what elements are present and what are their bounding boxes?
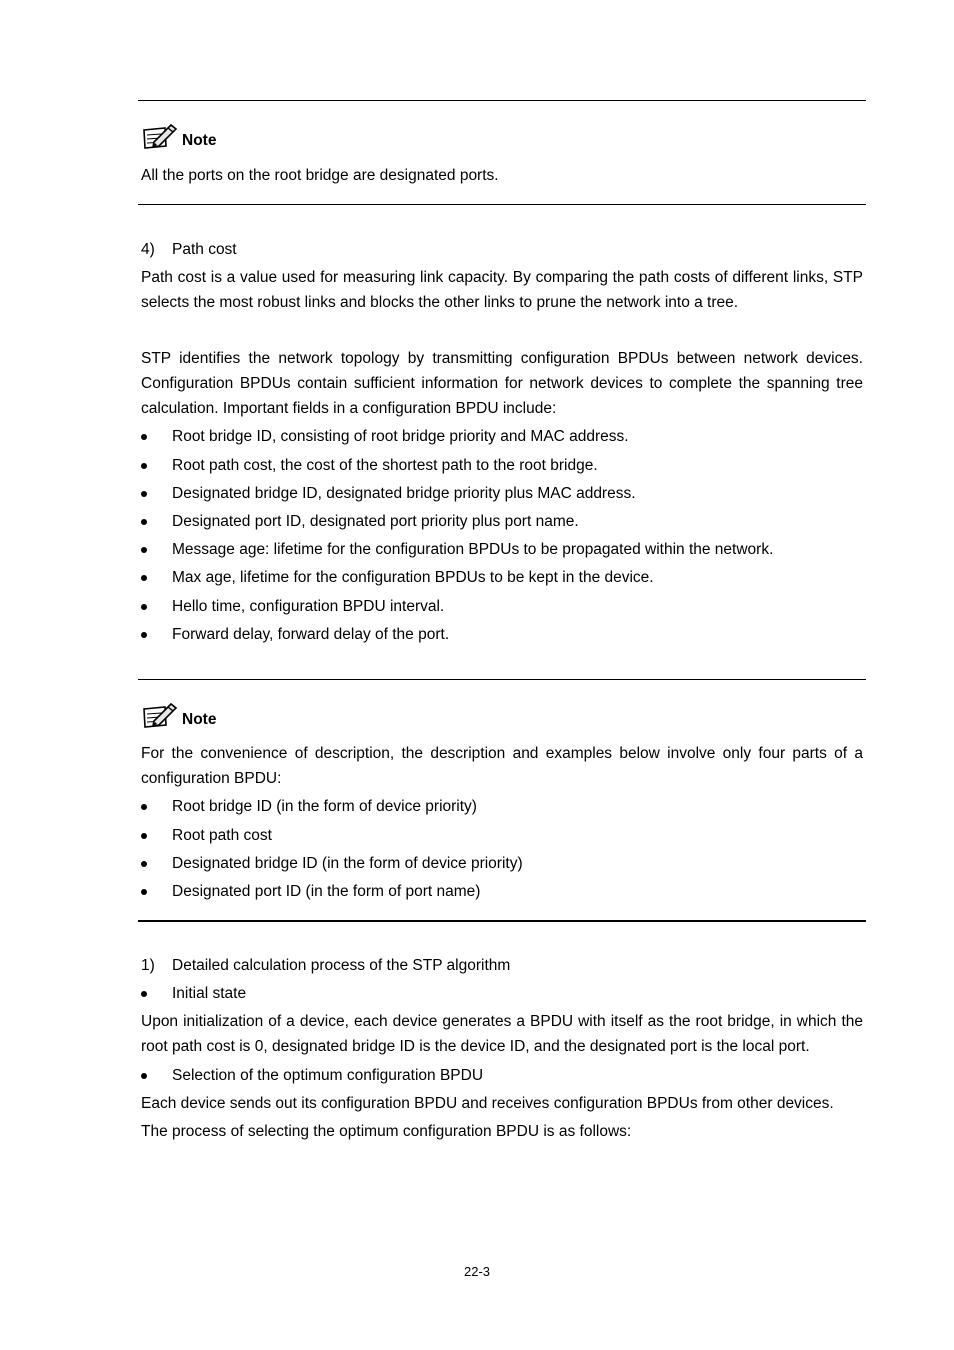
list-item-text: Designated port ID, designated port priority plus port name. bbox=[172, 513, 579, 530]
page-number: 22-3 bbox=[463, 1264, 491, 1279]
bullet-icon bbox=[141, 519, 147, 525]
bpdu-intro-paragraph: STP identifies the network topology by transmitting configuration BPDUs between network devices. Configuration BPDUs contain sufficient information for network devices to complete the spanning tree calculation. Important fields in a configuration BPDU include: bbox=[141, 350, 863, 417]
note-label: Note bbox=[182, 132, 217, 149]
list-item bbox=[141, 537, 863, 562]
list-item-text: Designated bridge ID (in the form of device priority) bbox=[172, 855, 523, 872]
list-item bbox=[141, 823, 863, 848]
list-number: 1) bbox=[141, 957, 155, 974]
note-pencil-icon bbox=[141, 122, 179, 150]
list-item bbox=[141, 453, 863, 478]
note-pencil-icon bbox=[141, 701, 179, 729]
list-item bbox=[141, 481, 863, 506]
path-cost-paragraph: Path cost is a value used for measuring link capacity. By comparing the path costs of different links, STP selects the most robust links and blocks the other links to prune the network into a tree. bbox=[141, 269, 863, 311]
initial-state-paragraph: Upon initialization of a device, each device generates a BPDU with itself as the root bridge, in which the root path cost is 0, designated bridge ID is the device ID, and the designated port is the local port. bbox=[141, 1013, 863, 1055]
note-header bbox=[141, 120, 216, 150]
list-item-text: Hello time, configuration BPDU interval. bbox=[172, 598, 445, 615]
bullet-icon bbox=[141, 833, 147, 839]
bullet-icon bbox=[141, 804, 147, 810]
bullet-icon bbox=[141, 434, 147, 440]
list-item bbox=[141, 981, 863, 1006]
bullet-icon bbox=[141, 861, 147, 867]
list-item-text: Root bridge ID, consisting of root bridge priority and MAC address. bbox=[172, 428, 629, 445]
list-item-text: Message age: lifetime for the configuration BPDUs to be propagated within the network. bbox=[172, 541, 774, 558]
numbered-heading-path-cost bbox=[141, 237, 863, 262]
note-text: For the convenience of description, the description and examples below involve only four parts of a configuration BPDU: bbox=[141, 745, 863, 787]
bullet-icon bbox=[141, 575, 147, 581]
note-top-rule bbox=[138, 679, 866, 680]
list-item-text: Forward delay, forward delay of the port. bbox=[172, 626, 450, 643]
note-header bbox=[141, 699, 216, 729]
note-text: All the ports on the root bridge are designated ports. bbox=[141, 167, 499, 184]
list-item-text: Selection of the optimum configuration BPDU bbox=[172, 1067, 484, 1084]
bullet-icon bbox=[141, 889, 147, 895]
list-item-text: Initial state bbox=[172, 985, 247, 1002]
list-item-text: Max age, lifetime for the configuration BPDUs to be kept in the device. bbox=[172, 569, 654, 586]
selection-paragraph-2: The process of selecting the optimum configuration BPDU is as follows: bbox=[141, 1123, 632, 1140]
selection-paragraph: Each device sends out its configuration BPDU and receives configuration BPDUs from other devices. bbox=[141, 1095, 834, 1112]
note-bottom-rule bbox=[138, 920, 866, 922]
list-item bbox=[141, 879, 863, 904]
list-item bbox=[141, 794, 863, 819]
list-item-text: Root path cost bbox=[172, 827, 272, 844]
bullet-icon bbox=[141, 491, 147, 497]
list-item-text: Root path cost, the cost of the shortest path to the root bridge. bbox=[172, 457, 598, 474]
bullet-icon bbox=[141, 632, 147, 638]
bullet-icon bbox=[141, 463, 147, 469]
section-heading: Detailed calculation process of the STP algorithm bbox=[172, 957, 511, 974]
list-number: 4) bbox=[141, 241, 155, 258]
note-label: Note bbox=[182, 711, 217, 728]
list-item-text: Designated port ID (in the form of port name) bbox=[172, 883, 481, 900]
numbered-heading-calculation bbox=[141, 953, 863, 978]
note-bottom-rule bbox=[138, 204, 866, 205]
list-item bbox=[141, 851, 863, 876]
bullet-icon bbox=[141, 1073, 147, 1079]
note-top-rule bbox=[138, 100, 866, 101]
list-item bbox=[141, 622, 863, 647]
list-item bbox=[141, 594, 863, 619]
list-item-text: Root bridge ID (in the form of device priority) bbox=[172, 798, 477, 815]
list-item bbox=[141, 424, 863, 449]
list-item bbox=[141, 565, 863, 590]
bullet-icon bbox=[141, 604, 147, 610]
bullet-icon bbox=[141, 547, 147, 553]
bullet-icon bbox=[141, 991, 147, 997]
list-item-text: Designated bridge ID, designated bridge priority plus MAC address. bbox=[172, 485, 636, 502]
list-item bbox=[141, 1063, 863, 1088]
section-heading: Path cost bbox=[172, 241, 237, 258]
list-item bbox=[141, 509, 863, 534]
